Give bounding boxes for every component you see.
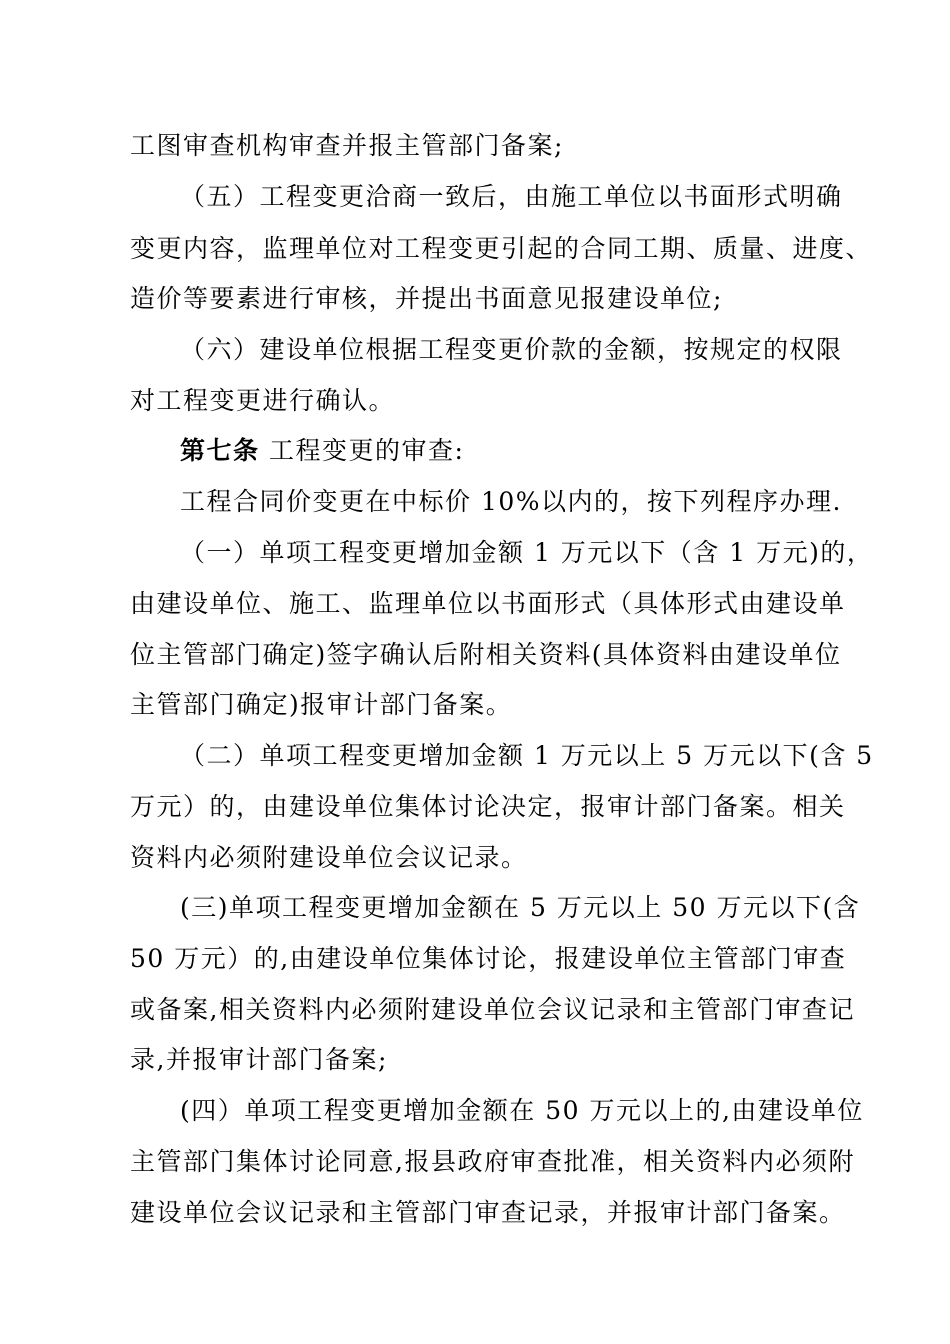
article-title: 工程变更的审查: <box>259 436 465 465</box>
article-heading <box>180 436 464 466</box>
text-line: 主管部门集体讨论同意,报县政府审查批准，相关资料内必须附 <box>130 1147 855 1176</box>
text-line: 工图审查机构审查并报主管部门备案; <box>130 131 564 160</box>
text-line: 资料内必须附建设单位会议记录。 <box>130 843 528 872</box>
text-line: 50 万元）的,由建设单位集体讨论，报建设单位主管部门审查 <box>130 944 847 973</box>
text-line: 万元）的，由建设单位集体讨论决定，报审计部门备案。相关 <box>130 792 846 821</box>
text-line: 工程合同价变更在中标价 10%以内的，按下列程序办理. <box>180 487 842 516</box>
text-line: 位主管部门确定)签字确认后附相关资料(具体资料由建设单位 <box>130 640 842 669</box>
text-line: （五）工程变更洽商一致后，由施工单位以书面形式明确 <box>180 182 843 211</box>
text-line: 建设单位会议记录和主管部门审查记录，并报审计部门备案。 <box>130 1198 846 1227</box>
text-line: （二）单项工程变更增加金额 1 万元以上 5 万元以下(含 5 <box>180 741 874 770</box>
text-line: 变更内容，监理单位对工程变更引起的合同工期、质量、进度、 <box>130 234 873 263</box>
text-line: (三)单项工程变更增加金额在 5 万元以上 50 万元以下(含 <box>180 893 861 922</box>
text-line: 主管部门确定)报审计部门备案。 <box>130 690 513 719</box>
text-line: 录,并报审计部门备案; <box>130 1045 388 1074</box>
text-line: 对工程变更进行确认。 <box>130 386 396 415</box>
text-line: （一）单项工程变更增加金额 1 万元以下（含 1 万元)的， <box>180 538 874 567</box>
text-line: 由建设单位、施工、监理单位以书面形式（具体形式由建设单 <box>130 589 846 618</box>
article-label: 第七条 <box>180 436 260 465</box>
text-line: 或备案,相关资料内必须附建设单位会议记录和主管部门审查记 <box>130 995 855 1024</box>
text-line: （六）建设单位根据工程变更价款的金额，按规定的权限 <box>180 335 843 364</box>
text-line: (四）单项工程变更增加金额在 50 万元以上的,由建设单位 <box>180 1096 864 1125</box>
text-line: 造价等要素进行审核，并提出书面意见报建设单位; <box>130 284 723 313</box>
